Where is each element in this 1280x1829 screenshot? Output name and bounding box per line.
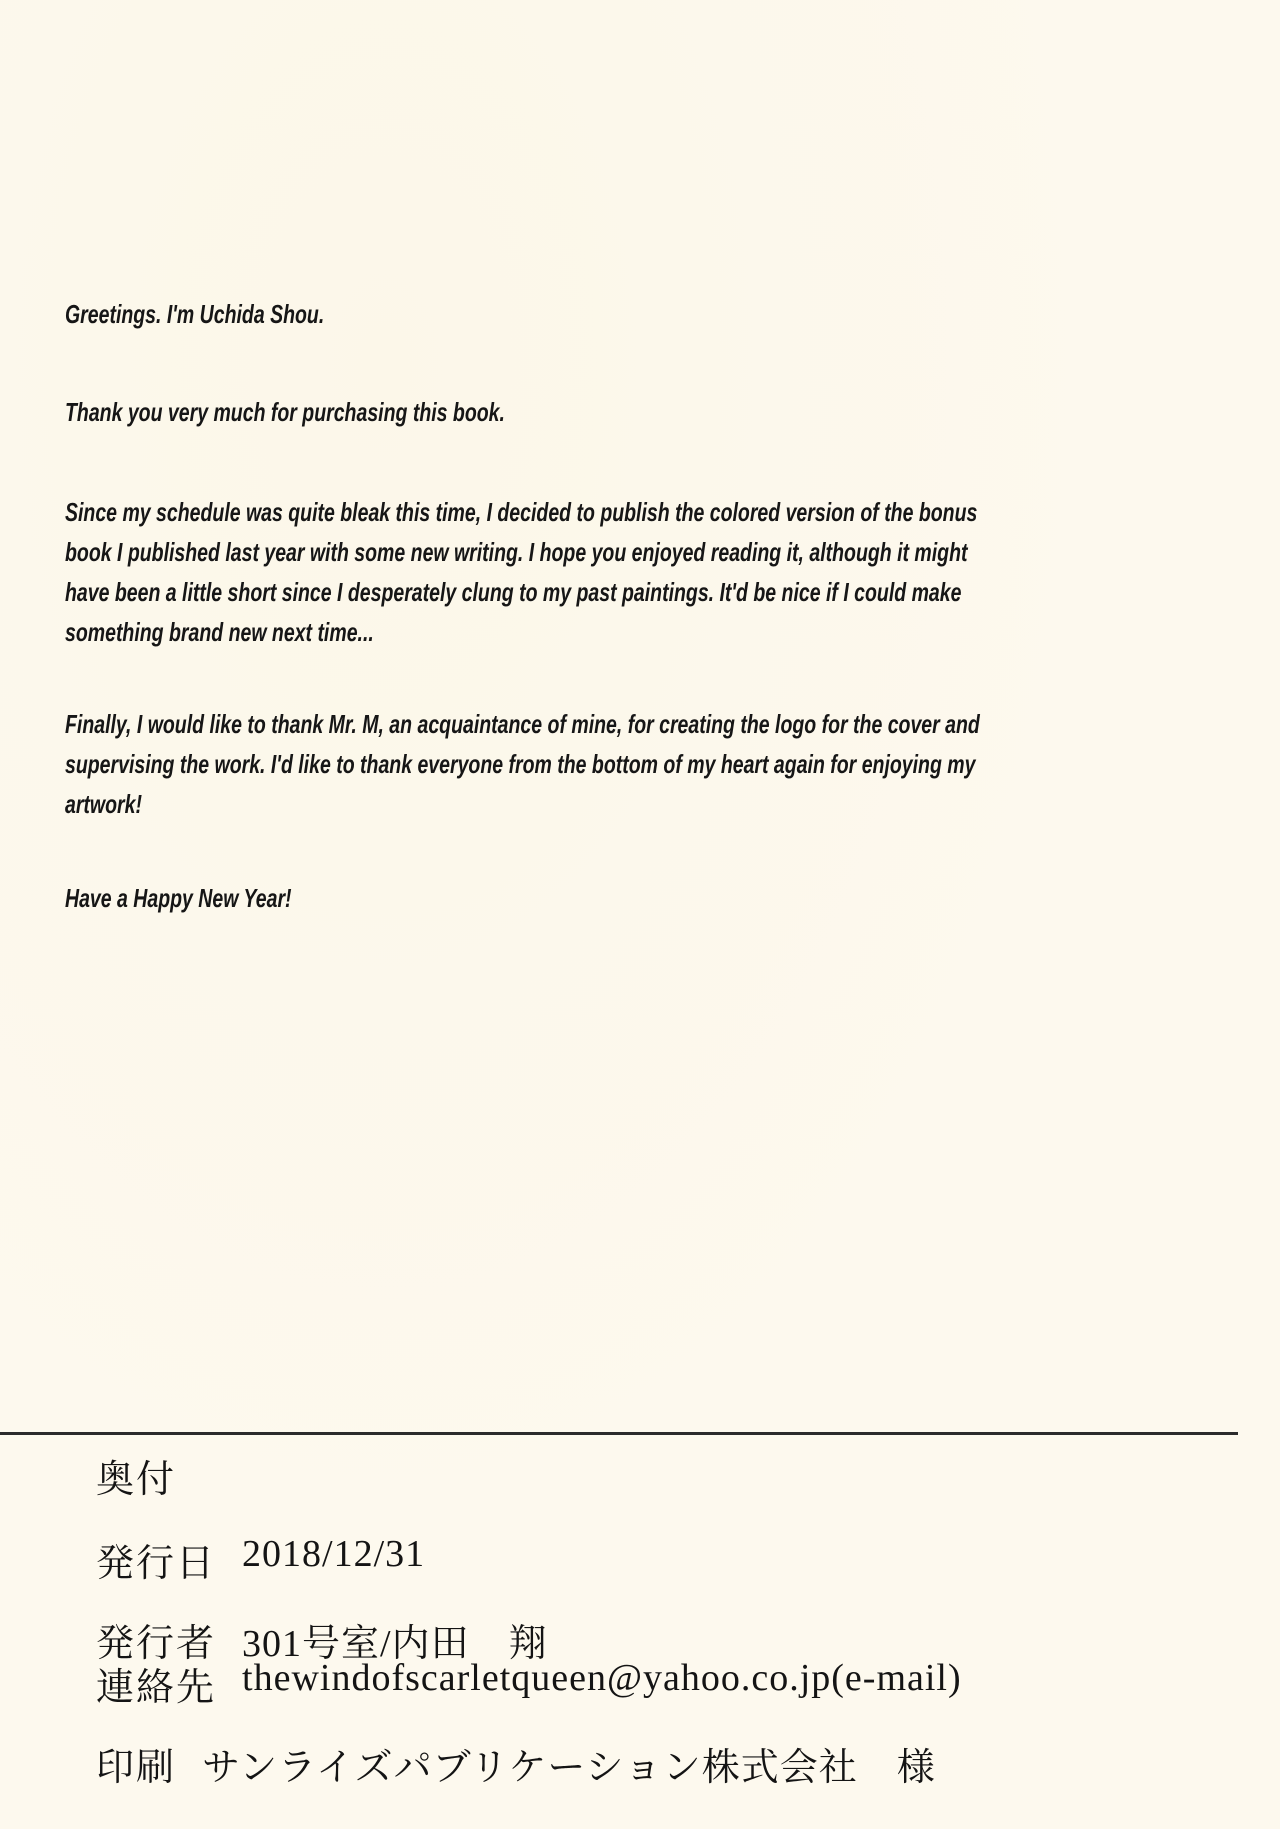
colophon-row-publish-date bbox=[96, 1532, 425, 1587]
printer-label: 印刷 bbox=[96, 1747, 177, 1789]
contact-email-value: thewindofscarletqueen@yahoo.co.jp(e-mail) bbox=[242, 1657, 962, 1699]
publisher-value: 301号室/内田 翔 bbox=[242, 1623, 548, 1665]
paragraph-line: book I published last year with some new writing. I hope you enjoyed reading it, although it might bbox=[65, 537, 968, 567]
paragraph-line: Finally, I would like to thank Mr. M, an acquaintance of mine, for creating the logo for the cover and bbox=[65, 709, 980, 739]
paragraph-line: artwork! bbox=[65, 789, 142, 819]
colophon-row-contact bbox=[96, 1656, 962, 1711]
paragraph-line: have been a little short since I desperately clung to my past paintings. It'd be nice if I could make bbox=[65, 577, 962, 607]
publisher-label: 発行者 bbox=[96, 1623, 217, 1665]
paragraph-line: Since my schedule was quite bleak this time, I decided to publish the colored version of the bonus bbox=[65, 497, 978, 527]
paragraph-line: supervising the work. I'd like to thank everyone from the bottom of my heart again for enjoying my bbox=[65, 749, 976, 779]
greeting-line: Greetings. I'm Uchida Shou. bbox=[65, 299, 325, 329]
contact-label: 連絡先 bbox=[96, 1667, 217, 1709]
publish-date-value: 2018/12/31 bbox=[242, 1533, 426, 1575]
colophon-title bbox=[96, 1448, 176, 1503]
colophon-row-printer bbox=[96, 1736, 936, 1791]
closing-line: Have a Happy New Year! bbox=[65, 883, 292, 913]
paragraph-line: something brand new next time... bbox=[65, 617, 374, 647]
publish-date-label: 発行日 bbox=[96, 1543, 217, 1585]
colophon-title-text: 奥付 bbox=[96, 1459, 177, 1501]
printer-value: サンライズパブリケーション株式会社 様 bbox=[202, 1747, 936, 1789]
thanks-line: Thank you very much for purchasing this book. bbox=[65, 397, 505, 427]
